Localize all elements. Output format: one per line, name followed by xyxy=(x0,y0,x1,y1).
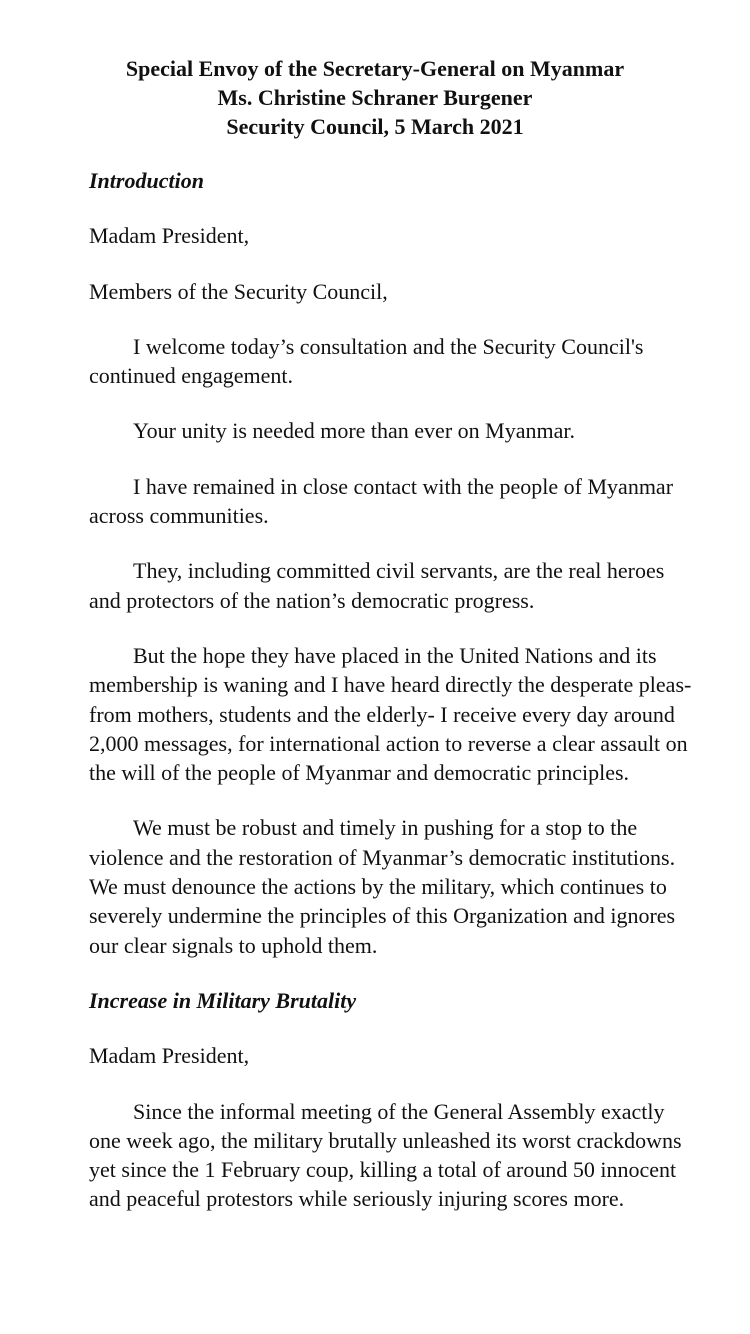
title-line-meeting: Security Council, 5 March 2021 xyxy=(226,114,524,139)
title-line-envoy: Special Envoy of the Secretary-General on Myanmar xyxy=(125,56,625,81)
section-heading-military-brutality: Increase in Military Brutality xyxy=(89,987,357,1013)
paragraph-unity: Your unity is needed more than ever on Myanmar. xyxy=(133,418,575,444)
document-title-block xyxy=(0,54,750,141)
salutation-members: Members of the Security Council, xyxy=(89,278,388,304)
paragraph-robust: We must be robust and timely in pushing for a stop to the violence and the restoration of Myanmar’s democratic institutions. We must denounce the actions by the military, which continues to severely undermine the principles of this Organization and ignores our clear signals to uphold them. xyxy=(89,815,676,958)
document-body xyxy=(89,166,699,1240)
paragraph-contact: I have remained in close contact with the people of Myanmar across communities. xyxy=(89,473,674,529)
paragraph-crackdown: Since the informal meeting of the General Assembly exactly one week ago, the military brutally unleashed its worst crackdowns yet since the 1 February coup, killing a total of around 50 innocent and peaceful protestors while seriously injuring scores more. xyxy=(89,1098,682,1212)
paragraph-heroes: They, including committed civil servants, are the real heroes and protectors of the nation’s democratic progress. xyxy=(89,558,665,613)
paragraph-hope: But the hope they have placed in the United Nations and its membership is waning and I have heard directly the desperate pleas- from mothers, students and the elderly- I receive every day around 2,000 messages, for international action to reverse a clear assault on the will of the people of Myanmar and democratic principles. xyxy=(89,642,692,786)
section-heading-introduction: Introduction xyxy=(89,168,204,193)
salutation-madam-president: Madam President, xyxy=(89,223,250,249)
paragraph-welcome: I welcome today’s consultation and the Security Council's continued engagement. xyxy=(89,333,644,389)
title-line-name: Ms. Christine Schraner Burgener xyxy=(217,85,533,110)
salutation-madam-president-2: Madam President, xyxy=(89,1043,250,1069)
